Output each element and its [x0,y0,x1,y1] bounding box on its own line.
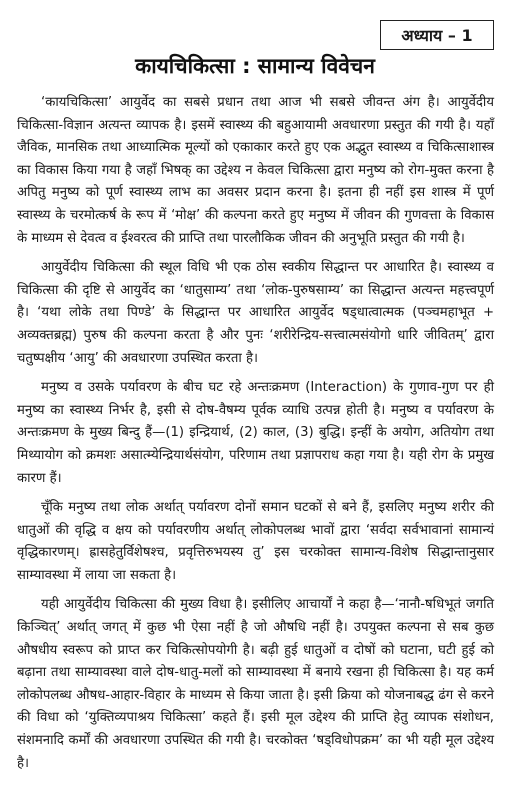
chapter-title: कायचिकित्सा : सामान्य विवेचन [135,54,375,78]
paragraph: मनुष्य व उसके पर्यावरण के बीच घट रहे अन्तःक्रमण (Interaction) के गुणाव-गुण पर ही मनुष्य का स्वास्थ्य निर्भर है, इसी से दोष-वैषम्य पूर्वक व्याधि उत्पन्न होती है। मनुष्य व पर्यावरण के अन्तःक्रमण के मुख्य बिन्दु हैं—(1) इन्द्रियार्थ, (2) काल, (3) बुद्धि। इन्हीं के अयोग, अतियोग तथा मिथ्यायोग को क्रमशः असात्म्येन्द्रियार्थसंयोग, परिणाम तथा प्रज्ञापराध कहा गया है। यही रोग के प्रमुख कारण हैं। [17,380,494,486]
paragraph: चूँकि मनुष्य तथा लोक अर्थात् पर्यावरण दोनों समान घटकों से बने हैं, इसलिए मनुष्य शरीर की धातुओं की वृद्धि व क्षय को पर्यावरणीय अर्थात् लोकोपलब्ध भावों द्वारा ‘सर्वदा सर्वभावानां सामान्यं वृद्धिकारणम्। ह्रासहेतुर्विशेषश्च, प्रवृत्तिरुभयस्य तु’ इस चरकोक्त सामान्य-विशेष सिद्धान्तानुसार साम्यावस्था में लाया जा सकता है। [17,500,494,583]
paragraph: आयुर्वेदीय चिकित्सा की स्थूल विधि भी एक ठोस स्वकीय सिद्धान्त पर आधारित है। स्वास्थ्य व चिकित्सा की दृष्टि से आयुर्वेद का ‘धातुसाम्य’ तथा ‘लोक-पुरुषसाम्य’ का सिद्धान्त अत्यन्त महत्त्वपूर्ण है। ‘यथा लोके तथा पिण्डे’ के सिद्धान्त पर आधारित आयुर्वेद षड्धात्वात्मक (पञ्चमहाभूत + अव्यक्तब्रह्म) पुरुष की कल्पना करता है और पुनः ‘शरीरेन्द्रिय-सत्त्वात्मसंयोगो धारि जीवितम्’ द्वारा चतुष्पक्षीय ‘आयु’ की अवधारणा उपस्थित करता है। [17,260,494,366]
body-text [17,92,494,782]
chapter-label: अध्याय – 1 [401,26,473,45]
paragraph: यही आयुर्वेदीय चिकित्सा की मुख्य विधा है। इसीलिए आचार्यों ने कहा है—‘नानौ-षधिभूतं जगति किञ्चित्’ अर्थात् जगत् में कुछ भी ऐसा नहीं है जो औषधि नहीं है। उपयुक्त कल्पना से सब कुछ औषधीय स्वरूप को प्राप्त कर चिकित्सोपयोगी है। बढ़ी हुई धातुओं व दोषों को घटाना, घटी हुई को बढ़ाना तथा साम्यावस्था वाले दोष-धातु-मलों को साम्यावस्था में बनाये रखना ही चिकित्सा है। यह कर्म लोकोपलब्ध औषध-आहार-विहार के माध्यम से किया जाता है। इसी क्रिया को योजनाबद्ध ढंग से करने की विधा को ‘युक्तिव्यपाश्रय चिकित्सा’ कहते हैं। इसी मूल उद्देश्य की प्राप्ति हेतु व्यापक संशोधन, संशमनादि कर्मों की अवधारणा उपस्थित की गयी है। चरकोक्त ‘षड्विधोपक्रम’ का भी यही मूल उद्देश्य है। [17,597,494,771]
paragraph: ‘कायचिकित्सा’ आयुर्वेद का सबसे प्रधान तथा आज भी सबसे जीवन्त अंग है। आयुर्वेदीय चिकित्सा-विज्ञान अत्यन्त व्यापक है। इसमें स्वास्थ्य की बहुआयामी अवधारणा प्रस्तुत की गयी है। यहाँ जैविक, मानसिक तथा आध्यात्मिक मूल्यों को एकाकार करते हुए एक अद्भुत स्वास्थ्य व चिकित्साशास्त्र का विकास किया गया है जहाँ भिषक् का उद्देश्य न केवल चिकित्सा द्वारा मनुष्य को रोग-मुक्त करना है अपितु मनुष्य को पूर्ण स्वास्थ्य लाभ का अवसर प्रदान करना है। इतना ही नहीं इस शास्त्र में पूर्ण स्वास्थ्य के चरमोत्कर्ष के रूप में ‘मोक्ष’ की कल्पना करते हुए मनुष्य में जीवन की गुणवत्ता के विकास के माध्यम से देवत्व व ईश्वरत्व की प्राप्ति तथा पारलौकिक जीवन की अनुभूति प्रस्तुत की गयी है। [17,95,494,246]
chapter-label-box [380,20,494,50]
